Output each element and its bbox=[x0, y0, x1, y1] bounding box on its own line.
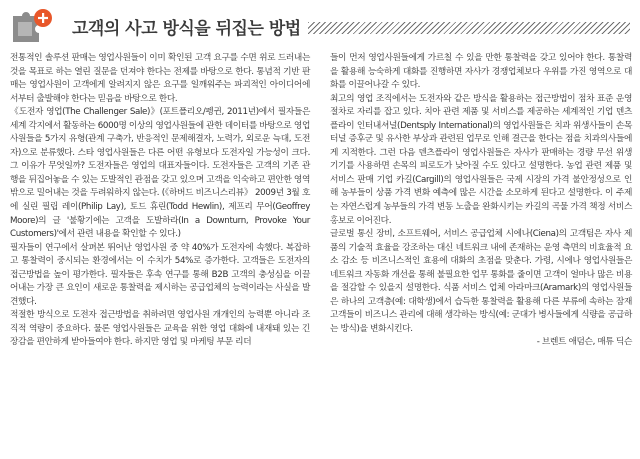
body-paragraph: 들이 먼저 영업사원들에게 가르칠 수 있을 만한 통찰력을 갖고 있어야 한다. 통찰력을 활용해 능숙하게 대화를 진행하면 자사가 경쟁업체보다 우위를 가진 영역으로 대화를 이끌어나갈 수 있다. bbox=[330, 53, 632, 91]
right-column bbox=[330, 52, 632, 350]
body-paragraph: 글로벌 통신 장비, 소프트웨어, 서비스 공급업체 시에나(Ciena)의 고객팀은 자사 제품의 기술적 효율을 강조하는 대신 네트워크 내에 존재하는 운영 측면의 비효율적 요소 감소 등 비즈니스적인 효용에 대화의 초점을 맞춘다. 가령, 시에나 영업사원들은 네트워크 자동화 개선을 통해 불필요한 업무 통화를 줄이면 고객이 얼마나 많은 비용을 절감할 수 있을지 설명한다. 식품 서비스 업체 아라마크(Aramark)의 영업사원들은 하나의 고객층(예: 대학생)에서 습득한 통찰력을 활용해 다른 부류에 속하는 잠재 고객들이 비즈니스 관리에 대해 생각하는 방식(예: 군대가 병사들에게 식량을 공급하는 방식)을 변화시킨다. bbox=[330, 229, 632, 334]
article-header bbox=[10, 8, 632, 44]
body-paragraph: 적절한 방식으로 도전자 접근방법을 취하려면 영업사원 개개인의 능력뿐 아니라 조직적 역량이 중요하다. 물론 영업사원들은 교육을 위한 영업 대화에 내재돼 있는 긴장감을 편안하게 받아들여야 한다. 하지만 영업 및 마케팅 부문 리더 bbox=[10, 310, 310, 348]
body-paragraph: 필자들이 연구에서 살펴본 뛰어난 영업사원 중 약 40%가 도전자에 속했다. 복잡하고 통찰력이 중시되는 환경에서는 이 수치가 54%로 증가한다. 고객들은 도전자의 접근방법을 높이 평가한다. 필자들은 후속 연구를 통해 B2B 고객의 충성심을 이끌어내는 가장 큰 요인이 새로운 통찰력을 제시하는 공급업체의 능력이라는 사실을 발견했다. bbox=[10, 242, 310, 307]
body-paragraph: 전통적인 솔루션 판매는 영업사원들이 이미 확인된 고객 요구를 수면 위로 드러내는 것을 목표로 하는 열린 질문을 던져야 한다는 전제를 바탕으로 한다. 통념적 기반 판매는 영업사원이 고객에게 알려지지 않은 요구를 일깨워주는 파괴적인 아이디어에서부터 출발해야 한다는 믿음을 바탕으로 한다. bbox=[10, 53, 310, 104]
puzzle-plus-icon bbox=[10, 8, 56, 44]
left-column bbox=[10, 52, 310, 350]
body-paragraph: 《도전자 영업(The Challenger Sale)》(포트폴리오/펭귄, 2011년)에서 필자들은 세계 각지에서 활동하는 6000명 이상의 영업사원들에 관한 데이터를 바탕으로 영업사원들을 5가지 유형(관계 구축가, 반응적인 문제해결자, 노력가, 외로운 늑대, 도전자)으로 분류했다. 스타 영업사원들은 다른 어떤 유형보다 도전자일 가능성이 크다. 그 이유가 무엇일까? 도전자들은 영업의 대표자들이다. 도전자들은 고객의 기존 관행을 뒤집어놓을 수 있는 도발적인 관점을 갖고 있으며 고객을 익숙하고 편안한 영역 밖으로 밀어내는 것을 두려워하지 않는다. (《하버드 비즈니스리뷰》 2009년 3월 호에 실린 필립 레이(Philip Lay), 토드 휴린(Todd Hewlin), 제프리 무어(Geoffrey Moore)의 글 '불황기에는 고객을 도발하라(In a Downturn, Provoke Your Customers)'에서 관련 내용을 확인할 수 있다.) bbox=[10, 107, 310, 240]
author-signature: - 브렌트 애덤슨, 매튜 딕슨 bbox=[536, 337, 632, 348]
header-divider bbox=[308, 22, 630, 34]
body-paragraph: 최고의 영업 조직에서는 도전자와 같은 방식을 활용하는 접근방법이 점차 표준 운영 절차로 자리를 잡고 있다. 치아 관련 제품 및 서비스를 제공하는 세계적인 기업 덴츠플라이 인터내셔널(Dentsply International)의 영업사원들은 치과 위생사들이 손목 터널 증후군 및 유사한 부상과 관련된 업무로 인해 결근을 한다는 점을 치과의사들에게 지적한다. 그런 다음 덴츠플라이 영업사원들은 자사가 판매하는 경량 무선 위생 기기를 사용하면 손목의 피로도가 낮아질 수도 있다고 설명한다. 농업 관련 제품 및 서비스 판매 기업 카길(Cargill)의 영업사원들은 국제 시장의 가격 불안정성으로 인해 농부들이 상품 가격 변화 예측에 많은 시간을 소모하게 된다고 설명한다. 이 주제는 자연스럽게 농부들의 가격 변동 노출을 완화시키는 카길의 곡물 가격 책정 서비스 홍보로 이어진다. bbox=[330, 93, 632, 226]
article-title: 고객의 사고 방식을 뒤집는 방법 bbox=[72, 19, 301, 39]
